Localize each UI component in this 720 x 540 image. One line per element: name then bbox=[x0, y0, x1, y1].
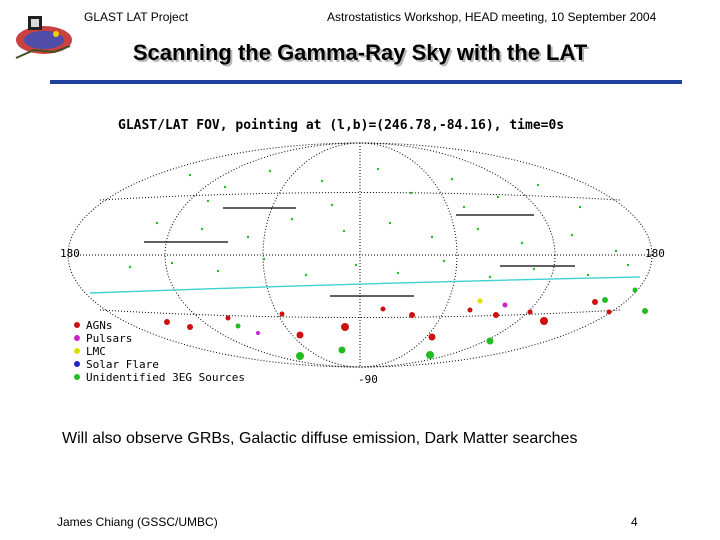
legend-swatch-pulsars bbox=[74, 335, 80, 341]
lat-label-bottom: -90 bbox=[358, 373, 378, 386]
unidentified-sources-dim bbox=[129, 168, 629, 278]
unidentified-markers bbox=[236, 288, 649, 361]
legend-label-agns: AGNs bbox=[86, 319, 113, 332]
lon-label-left: 180 bbox=[60, 247, 80, 260]
lmc-marker bbox=[478, 299, 483, 304]
slide-caption: Will also observe GRBs, Galactic diffuse emission, Dark Matter searches bbox=[62, 430, 578, 447]
slide-title: Scanning the Gamma-Ray Sky with the LAT bbox=[132, 40, 588, 65]
legend bbox=[74, 319, 245, 384]
legend-swatch-unidentified bbox=[74, 374, 80, 380]
page-number: 4 bbox=[631, 515, 638, 529]
lon-label-right: 180 bbox=[645, 247, 665, 260]
event-name: Astrostatistics Workshop, HEAD meeting, 10 September 2004 bbox=[327, 10, 657, 24]
legend-label-pulsars: Pulsars bbox=[86, 332, 133, 345]
sky-map-title: GLAST/LAT FOV, pointing at (l,b)=(246.78,-84.16), time=0s bbox=[118, 118, 565, 133]
legend-label-unidentified: Unidentified 3EG Sources bbox=[86, 371, 245, 384]
graticule bbox=[68, 143, 652, 367]
project-name: GLAST LAT Project bbox=[84, 10, 189, 24]
legend-label-lmc: LMC bbox=[86, 345, 106, 358]
legend-swatch-agns bbox=[74, 322, 80, 328]
legend-swatch-lmc bbox=[74, 348, 80, 354]
title-divider bbox=[50, 80, 682, 84]
sky-map bbox=[60, 105, 670, 395]
author: James Chiang (GSSC/UMBC) bbox=[57, 515, 218, 529]
legend-label-solar-flare: Solar Flare bbox=[86, 358, 159, 371]
agn-markers bbox=[164, 299, 612, 341]
legend-swatch-solar-flare bbox=[74, 361, 80, 367]
